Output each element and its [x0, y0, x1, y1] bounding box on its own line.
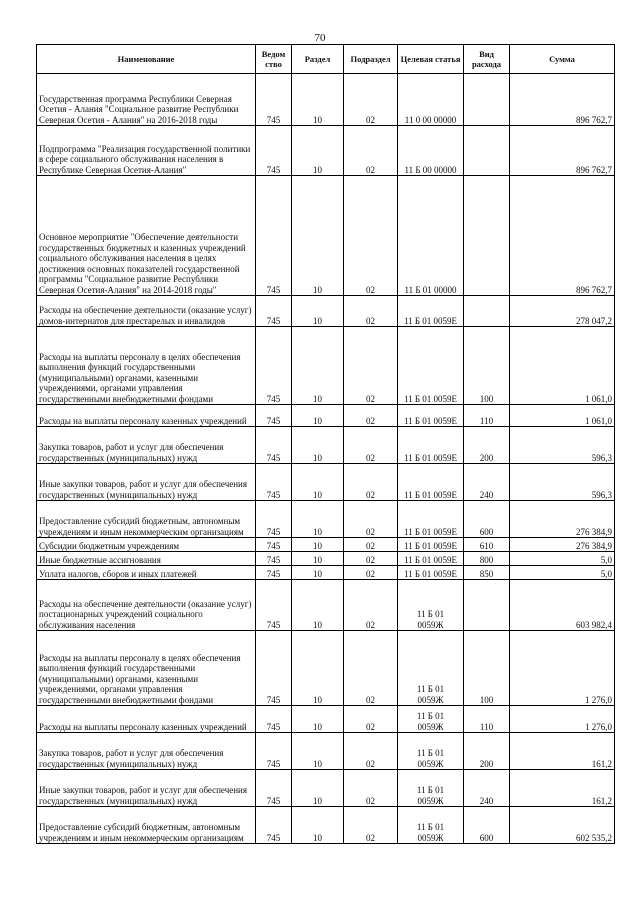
cell-target-item: 11 Б 01 0059Ж [398, 706, 464, 733]
table-row [37, 74, 615, 126]
table-row [37, 405, 615, 427]
cell-name: Закупка товаров, работ и услуг для обеспечения государственных (муниципальных) нужд [37, 733, 256, 770]
table-row [37, 566, 615, 580]
col-header-department: Ведом ство [256, 45, 292, 74]
col-header-target-item: Целевая статья [398, 45, 464, 74]
table-row [37, 631, 615, 706]
cell-department: 745 [256, 427, 292, 464]
cell-expense-type: 600 [464, 807, 510, 844]
cell-amount: 896 762,7 [510, 126, 615, 176]
cell-section: 10 [292, 405, 344, 427]
cell-target-item: 11 Б 01 0059Е [398, 296, 464, 327]
cell-amount: 276 384,9 [510, 501, 615, 538]
cell-expense-type [464, 126, 510, 176]
cell-amount: 1 061,0 [510, 405, 615, 427]
cell-section: 10 [292, 770, 344, 807]
cell-subsection: 02 [344, 464, 398, 501]
cell-department: 745 [256, 538, 292, 552]
cell-amount: 161,2 [510, 770, 615, 807]
cell-name: Иные бюджетные ассигнования [37, 552, 256, 566]
cell-subsection: 02 [344, 296, 398, 327]
cell-target-item: 11 Б 01 0059Е [398, 501, 464, 538]
table-row [37, 770, 615, 807]
cell-target-item: 11 Б 01 0059Ж [398, 733, 464, 770]
cell-section: 10 [292, 296, 344, 327]
cell-department: 745 [256, 552, 292, 566]
cell-amount: 896 762,7 [510, 74, 615, 126]
cell-expense-type: 100 [464, 631, 510, 706]
cell-subsection: 02 [344, 552, 398, 566]
cell-expense-type: 240 [464, 770, 510, 807]
cell-name: Закупка товаров, работ и услуг для обеспечения государственных (муниципальных) нужд [37, 427, 256, 464]
cell-target-item: 11 Б 01 0059Е [398, 427, 464, 464]
cell-subsection: 02 [344, 405, 398, 427]
cell-name: Расходы на обеспечение деятельности (оказание услуг) постационарных учреждений социального обслуживания населения [37, 580, 256, 631]
cell-name: Субсидии бюджетным учреждениям [37, 538, 256, 552]
cell-name: Государственная программа Республики Северная Осетия - Алания "Социальное развитие Республики Северная Осетия - Алания" на 2016-2018 годы [37, 74, 256, 126]
table-row [37, 464, 615, 501]
cell-expense-type: 200 [464, 427, 510, 464]
cell-amount: 5,0 [510, 566, 615, 580]
cell-expense-type [464, 176, 510, 296]
cell-amount: 603 982,4 [510, 580, 615, 631]
cell-section: 10 [292, 74, 344, 126]
cell-department: 745 [256, 327, 292, 405]
cell-expense-type: 800 [464, 552, 510, 566]
cell-name: Иные закупки товаров, работ и услуг для обеспечения государственных (муниципальных) нужд [37, 464, 256, 501]
cell-expense-type: 610 [464, 538, 510, 552]
cell-name: Предоставление субсидий бюджетным, автономным учреждениям и иным некоммерческим организациям [37, 501, 256, 538]
cell-section: 10 [292, 566, 344, 580]
cell-department: 745 [256, 706, 292, 733]
cell-subsection: 02 [344, 501, 398, 538]
cell-target-item: 11 Б 01 0059Е [398, 552, 464, 566]
table-row [37, 807, 615, 844]
cell-subsection: 02 [344, 580, 398, 631]
cell-target-item: 11 Б 01 0059Е [398, 327, 464, 405]
cell-amount: 5,0 [510, 552, 615, 566]
cell-target-item: 11 Б 01 00000 [398, 176, 464, 296]
cell-target-item: 11 Б 01 0059Е [398, 464, 464, 501]
cell-expense-type: 240 [464, 464, 510, 501]
cell-amount: 1 276,0 [510, 631, 615, 706]
header-row [37, 45, 615, 74]
cell-department: 745 [256, 501, 292, 538]
cell-name: Уплата налогов, сборов и иных платежей [37, 566, 256, 580]
cell-expense-type: 100 [464, 327, 510, 405]
cell-subsection: 02 [344, 427, 398, 464]
page-number: 70 [314, 32, 326, 44]
table-row [37, 538, 615, 552]
cell-amount: 602 535,2 [510, 807, 615, 844]
col-header-expense-type: Вид расхода [464, 45, 510, 74]
cell-section: 10 [292, 631, 344, 706]
cell-amount: 278 047,2 [510, 296, 615, 327]
cell-target-item: 11 0 00 00000 [398, 74, 464, 126]
cell-name: Подпрограмма "Реализация государственной политики в сфере социального обслуживания населения в Республике Северная Осетия-Алания" [37, 126, 256, 176]
cell-amount: 596,3 [510, 464, 615, 501]
cell-amount: 276 384,9 [510, 538, 615, 552]
cell-expense-type: 600 [464, 501, 510, 538]
cell-amount: 161,2 [510, 733, 615, 770]
cell-section: 10 [292, 706, 344, 733]
cell-department: 745 [256, 126, 292, 176]
table-row [37, 501, 615, 538]
budget-table [36, 44, 615, 844]
cell-section: 10 [292, 176, 344, 296]
cell-target-item: 11 Б 00 00000 [398, 126, 464, 176]
cell-section: 10 [292, 580, 344, 631]
table-row [37, 552, 615, 566]
cell-subsection: 02 [344, 126, 398, 176]
cell-subsection: 02 [344, 733, 398, 770]
cell-subsection: 02 [344, 538, 398, 552]
cell-amount: 1 276,0 [510, 706, 615, 733]
col-header-amount: Сумма [510, 45, 615, 74]
cell-target-item: 11 Б 01 0059Ж [398, 631, 464, 706]
cell-subsection: 02 [344, 327, 398, 405]
cell-section: 10 [292, 427, 344, 464]
cell-department: 745 [256, 807, 292, 844]
cell-department: 745 [256, 566, 292, 580]
col-header-subsection: Подраздел [344, 45, 398, 74]
cell-expense-type [464, 580, 510, 631]
cell-subsection: 02 [344, 631, 398, 706]
cell-target-item: 11 Б 01 0059Ж [398, 807, 464, 844]
cell-target-item: 11 Б 01 0059Ж [398, 770, 464, 807]
cell-department: 745 [256, 733, 292, 770]
cell-expense-type: 110 [464, 405, 510, 427]
cell-department: 745 [256, 74, 292, 126]
table-row [37, 176, 615, 296]
cell-department: 745 [256, 770, 292, 807]
cell-target-item: 11 Б 01 0059Ж [398, 580, 464, 631]
table-row [37, 580, 615, 631]
cell-department: 745 [256, 631, 292, 706]
cell-expense-type: 110 [464, 706, 510, 733]
cell-name: Расходы на обеспечение деятельности (оказание услуг) домов-интернатов для престарелых и инвалидов [37, 296, 256, 327]
cell-subsection: 02 [344, 176, 398, 296]
cell-name: Предоставление субсидий бюджетным, автономным учреждениям и иным некоммерческим организациям [37, 807, 256, 844]
cell-subsection: 02 [344, 74, 398, 126]
cell-subsection: 02 [344, 706, 398, 733]
col-header-name: Наименование [37, 45, 256, 74]
cell-section: 10 [292, 552, 344, 566]
cell-section: 10 [292, 733, 344, 770]
table-row [37, 327, 615, 405]
cell-department: 745 [256, 464, 292, 501]
cell-amount: 1 061,0 [510, 327, 615, 405]
cell-target-item: 11 Б 01 0059Е [398, 566, 464, 580]
cell-expense-type: 200 [464, 733, 510, 770]
cell-name: Расходы на выплаты персоналу казенных учреждений [37, 405, 256, 427]
cell-subsection: 02 [344, 807, 398, 844]
cell-name: Расходы на выплаты персоналу в целях обеспечения выполнения функций государственными (муниципальными) органами, казенными учреждениями, органами управления государственными внебюджетными фондами [37, 327, 256, 405]
cell-section: 10 [292, 126, 344, 176]
cell-name: Расходы на выплаты персоналу казенных учреждений [37, 706, 256, 733]
table-row [37, 733, 615, 770]
cell-name: Расходы на выплаты персоналу в целях обеспечения выполнения функций государственными (муниципальными) органами, казенными учреждениями, органами управления государственными внебюджетными фондами [37, 631, 256, 706]
cell-amount: 596,3 [510, 427, 615, 464]
table-row [37, 296, 615, 327]
table-row [37, 427, 615, 464]
cell-department: 745 [256, 176, 292, 296]
cell-target-item: 11 Б 01 0059Е [398, 405, 464, 427]
cell-section: 10 [292, 501, 344, 538]
cell-name: Основное мероприятие "Обеспечение деятельности государственных бюджетных и казенных учреждений социального обслуживания населения в целях достижения основных показателей государственной программы "Социальное развитие Республики Северная Осетия-Алания" на 2014-2018 годы" [37, 176, 256, 296]
cell-amount: 896 762,7 [510, 176, 615, 296]
cell-section: 10 [292, 807, 344, 844]
cell-section: 10 [292, 538, 344, 552]
cell-section: 10 [292, 327, 344, 405]
cell-department: 745 [256, 296, 292, 327]
cell-section: 10 [292, 464, 344, 501]
cell-target-item: 11 Б 01 0059Е [398, 538, 464, 552]
cell-subsection: 02 [344, 770, 398, 807]
table-row [37, 706, 615, 733]
cell-name: Иные закупки товаров, работ и услуг для обеспечения государственных (муниципальных) нужд [37, 770, 256, 807]
cell-department: 745 [256, 580, 292, 631]
cell-expense-type: 850 [464, 566, 510, 580]
cell-expense-type [464, 296, 510, 327]
cell-department: 745 [256, 405, 292, 427]
cell-subsection: 02 [344, 566, 398, 580]
table-row [37, 126, 615, 176]
cell-expense-type [464, 74, 510, 126]
col-header-section: Раздел [292, 45, 344, 74]
